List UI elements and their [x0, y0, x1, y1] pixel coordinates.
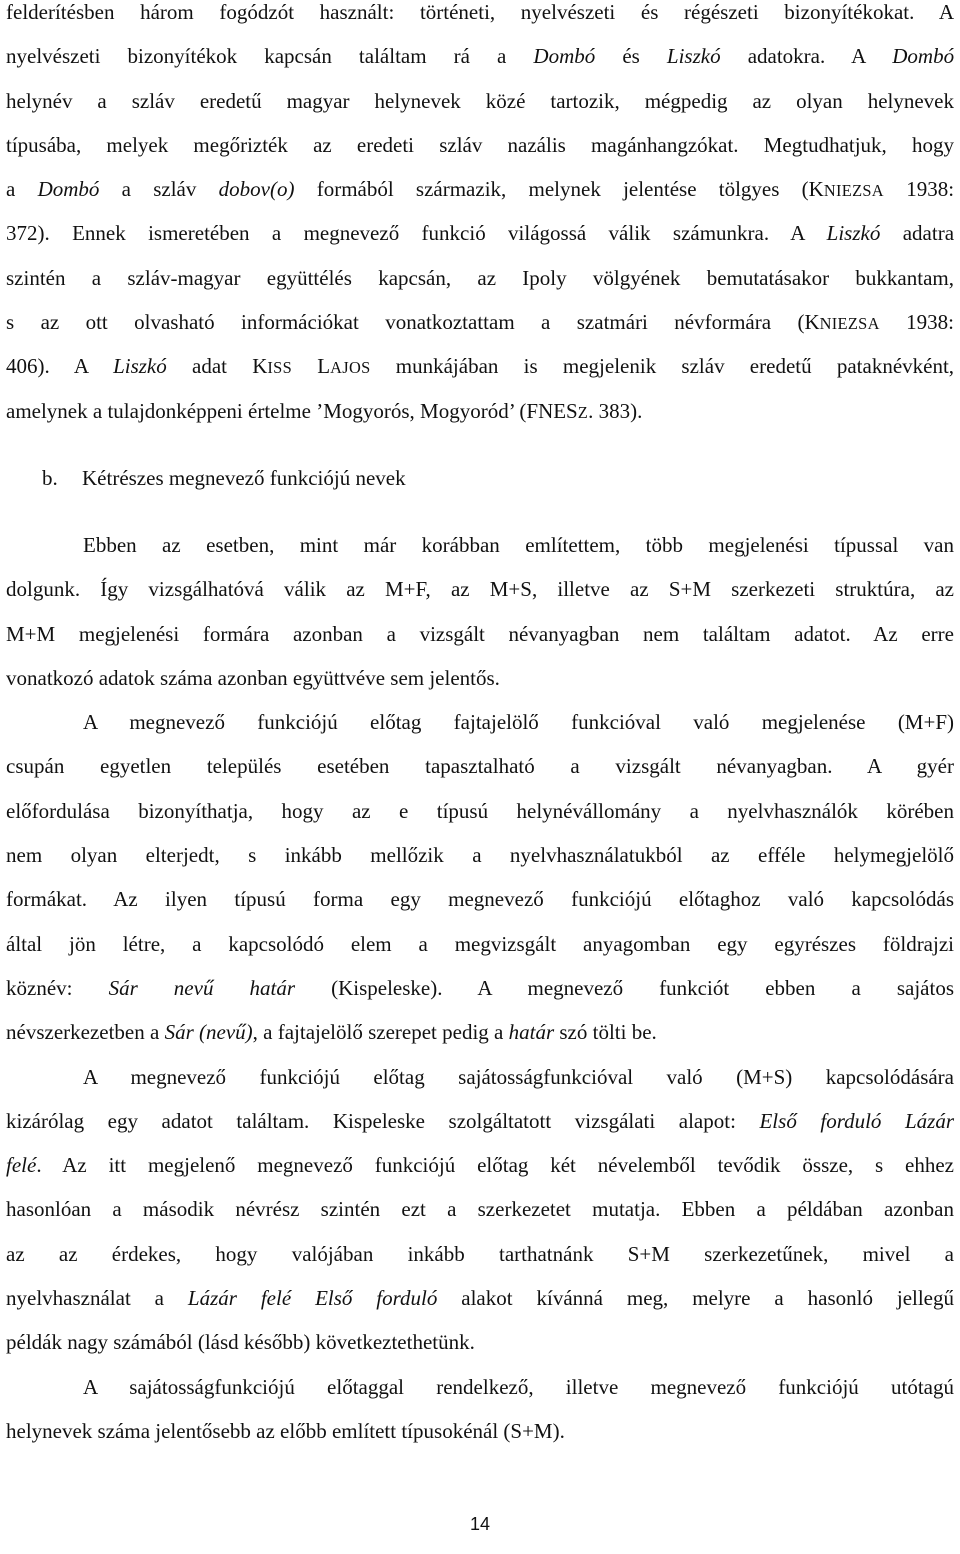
text-line: példák nagy számából (lásd később) következtethetünk. — [6, 1330, 475, 1355]
text-line: előfordulása bizonyíthatja, hogy az e típusú helynévállomány a nyelvhasználók körében — [6, 798, 954, 823]
text-line: amelynek a tulajdonképpeni értelme ’Mogyorós, Mogyoród’ (FNESZ. 383). — [6, 398, 643, 423]
text-line: A megnevező funkciójú előtag fajtajelölő funkcióval való megjelenése (M+F) — [83, 710, 954, 735]
text-line: helynév a szláv eredetű magyar helynevek közé tartozik, mégpedig az olyan helynevek — [6, 88, 954, 113]
text-line: nyelvhasználat a Lázár felé Első forduló alakot kívánná meg, melyre a hasonló jellegű — [6, 1286, 955, 1311]
text-line: az az érdekes, hogy valójában inkább tarthatnánk S+M szerkezetűnek, mivel a — [6, 1241, 954, 1266]
text-line: vonatkozó adatok száma azonban együttvéve sem jelentős. — [6, 665, 500, 690]
text-line: típusába, melyek megőrizték az eredeti szláv nazális magánhangzókat. Megtudhatjuk, hogy — [6, 132, 954, 157]
text-line: hasonlóan a második névrész szintén ezt a szerkezetet mutatja. Ebben a példában azonban — [6, 1197, 954, 1222]
text-line: által jön létre, a kapcsolódó elem a megvizsgált anyagomban egy egyrészes földrajzi — [6, 931, 954, 956]
text-line: A sajátosságfunkciójú előtaggal rendelkező, illetve megnevező funkciójú utótagú — [83, 1374, 954, 1399]
section-number: b. — [42, 465, 58, 490]
text-line: nem olyan elterjedt, s inkább mellőzik a nyelvhasználatukból az efféle helymegjelölő — [6, 843, 954, 868]
text-line: nyelvészeti bizonyítékok kapcsán találtam rá a Dombó és Liszkó adatokra. A Dombó — [6, 44, 955, 69]
text-line: Ebben az esetben, mint már korábban említettem, több megjelenési típussal van — [83, 532, 954, 557]
page-number: 14 — [469, 1514, 491, 1534]
text-line: csupán egyetlen település esetében tapasztalható a vizsgált névanyagban. A gyér — [6, 754, 954, 779]
text-line: 406). A Liszkó adat KISS LAJOS munkájában is megjelenik szláv eredetű pataknévként, — [6, 354, 955, 379]
text-line: A megnevező funkciójú előtag sajátosságfunkcióval való (M+S) kapcsolódására — [83, 1064, 954, 1089]
paragraph-5 — [6, 1365, 954, 1454]
paragraph-4 — [6, 1055, 954, 1365]
text-line: kizárólag egy adatot találtam. Kispeleske szolgáltatott vizsgálati alapot: Első forduló Lázár — [6, 1108, 955, 1133]
text-line: szintén a szláv-magyar együttélés kapcsán, az Ipoly völgyének bemutatásakor bukkantam, — [6, 265, 954, 290]
text-line: helynevek száma jelentősebb az előbb említett típusokénál (S+M). — [6, 1418, 565, 1443]
text-line: felderítésben három fogódzót használt: történeti, nyelvészeti és régészeti bizonyítékokat. A — [6, 0, 954, 24]
text-line: M+M megjelenési formára azonban a vizsgált névanyagban nem találtam adatot. Az erre — [6, 621, 954, 646]
text-line: köznév: Sár nevű határ (Kispeleske). A megnevező funkciót ebben a sajátos — [6, 975, 954, 1000]
text-line: dolgunk. Így vizsgálhatóvá válik az M+F, az M+S, illetve az S+M szerkezeti struktúra, az — [6, 577, 954, 602]
paragraph-1 — [6, 0, 954, 433]
text-line: formákat. Az ilyen típusú forma egy megnevező funkciójú előtaghoz való kapcsolódás — [6, 887, 954, 912]
text-line: a Dombó a szláv dobov(o) formából származik, melynek jelentése tölgyes (KNIEZSA 1938: — [6, 177, 955, 202]
paragraph-3 — [6, 700, 954, 1054]
section-heading — [6, 456, 954, 500]
text-line: s az ott olvasható információkat vonatkoztattam a szatmári névformára (KNIEZSA 1938: — [6, 310, 954, 335]
text-line: felé. Az itt megjelenő megnevező funkciójú előtag két névelemből tevődik össze, s ehhez — [6, 1153, 954, 1178]
paragraph-2 — [6, 523, 954, 700]
text-line: névszerkezetben a Sár (nevű), a fajtajelölő szerepet pedig a határ szó tölti be. — [6, 1020, 657, 1045]
text-line: 372). Ennek ismeretében a megnevező funkció világossá válik számunkra. A Liszkó adatra — [6, 221, 955, 246]
section-title: Kétrészes megnevező funkciójú nevek — [82, 465, 406, 490]
